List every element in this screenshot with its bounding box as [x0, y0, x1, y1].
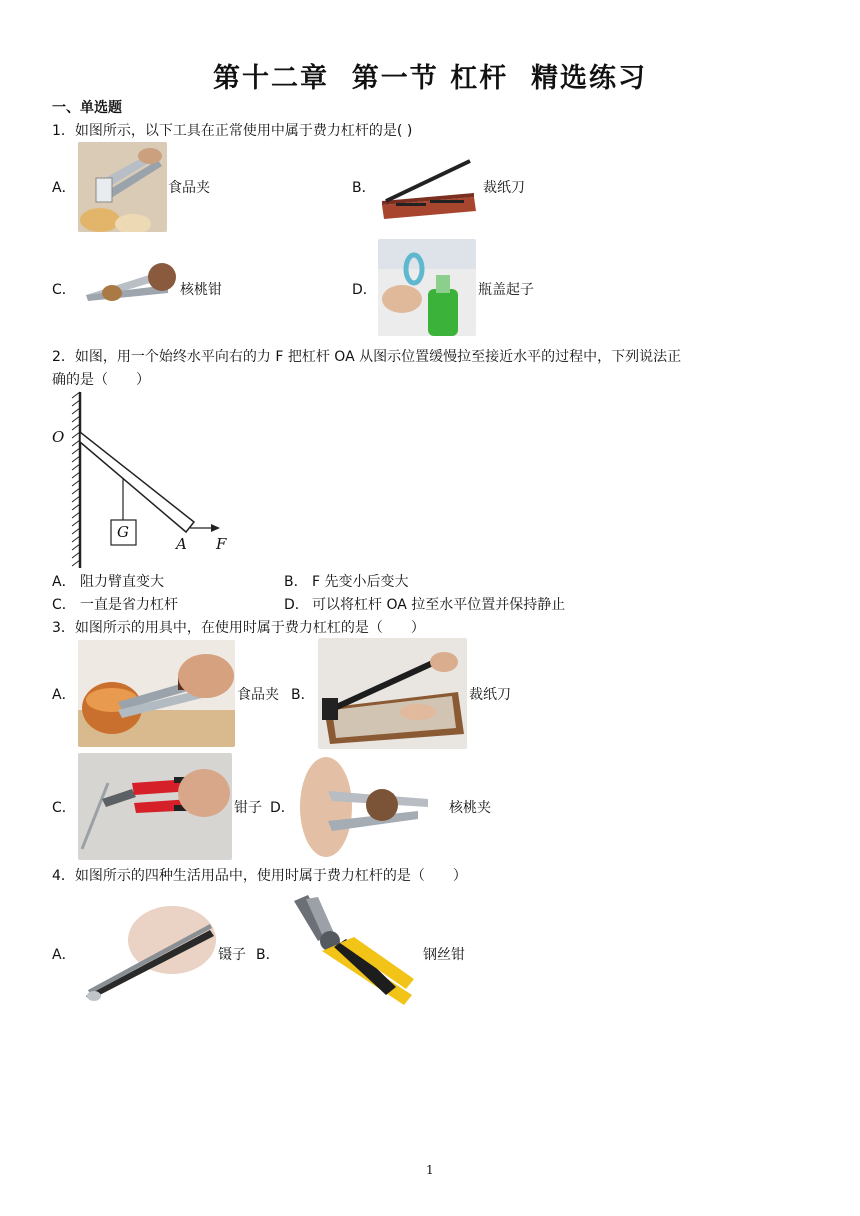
q2-option-c-letter: C．	[52, 597, 76, 613]
q3-option-a-letter: A．	[52, 687, 76, 703]
question-1-stem: 1．如图所示，以下工具在正常使用中属于费力杠杆的是( )	[52, 123, 413, 139]
q3-option-c-letter: C．	[52, 800, 76, 816]
q1-option-c-label: 核桃钳	[180, 282, 222, 298]
q2-option-c-text: 一直是省力杠杆	[80, 597, 178, 613]
q3-option-c-image-pliers	[78, 753, 232, 860]
question-4-stem: 4．如图所示的四种生活用品中，使用时属于费力杠杆的是（ ）	[52, 868, 467, 884]
q3-option-b-letter: B．	[291, 687, 315, 703]
q4-option-a-label: 镊子	[218, 947, 246, 963]
q2-label-f: F	[216, 535, 227, 553]
q3-option-d-label: 核桃夹	[449, 800, 491, 816]
q2-option-a-letter: A．	[52, 574, 76, 590]
q3-option-c-label: 钳子	[234, 800, 262, 816]
q1-option-a-image-food-tongs	[78, 142, 167, 232]
q2-option-d-text: 可以将杠杆 OA 拉至水平位置并保持静止	[312, 597, 566, 613]
q3-option-a-label: 食品夹	[237, 687, 279, 703]
q2-label-a: A	[176, 535, 187, 553]
q1-option-d-letter: D．	[352, 282, 377, 298]
question-2-stem-line1: 2．如图，用一个始终水平向右的力 F 把杠杆 OA 从图示位置缓慢拉至接近水平的过程中，下列说法正	[52, 349, 682, 365]
q4-option-b-label: 钢丝钳	[423, 947, 465, 963]
q2-label-o: O	[52, 428, 65, 446]
q2-lever-diagram	[50, 388, 240, 570]
q1-option-b-label: 裁纸刀	[483, 180, 525, 196]
q1-option-d-image-bottle-opener	[378, 239, 476, 336]
q3-option-d-letter: D．	[270, 800, 295, 816]
q3-option-d-image-nutcracker	[298, 751, 431, 861]
q1-option-b-image-paper-cutter	[378, 157, 478, 219]
q1-option-a-label: 食品夹	[168, 180, 210, 196]
q1-option-c-letter: C．	[52, 282, 76, 298]
q1-option-d-label: 瓶盖起子	[478, 282, 534, 298]
q2-option-b-letter: B．	[284, 574, 308, 590]
section-heading: 一、单选题	[52, 100, 122, 116]
q4-option-a-image-tweezers	[78, 900, 216, 1006]
question-3-stem: 3．如图所示的用具中，在使用时属于费力杠杠的是（ ）	[52, 620, 425, 636]
question-2-stem-line2: 确的是（ ）	[52, 372, 150, 388]
q4-option-b-letter: B．	[256, 947, 280, 963]
q2-option-d-letter: D．	[284, 597, 309, 613]
q4-option-b-image-combination-pliers	[286, 895, 416, 1011]
q2-option-a-text: 阻力臂直变大	[80, 574, 164, 590]
page-title: 第十二章 第一节 杠杆 精选练习	[213, 63, 647, 94]
q3-option-b-label: 裁纸刀	[469, 687, 511, 703]
page-number: 1	[426, 1163, 434, 1177]
q4-option-a-letter: A．	[52, 947, 76, 963]
q2-option-b-text: F 先变小后变大	[312, 574, 409, 590]
q3-option-a-image-food-tongs	[78, 640, 235, 747]
q1-option-c-image-nutcracker	[78, 255, 178, 307]
q2-label-g: G	[117, 523, 129, 541]
q3-option-b-image-paper-cutter	[318, 638, 467, 749]
q1-option-a-letter: A．	[52, 180, 76, 196]
q1-option-b-letter: B．	[352, 180, 376, 196]
